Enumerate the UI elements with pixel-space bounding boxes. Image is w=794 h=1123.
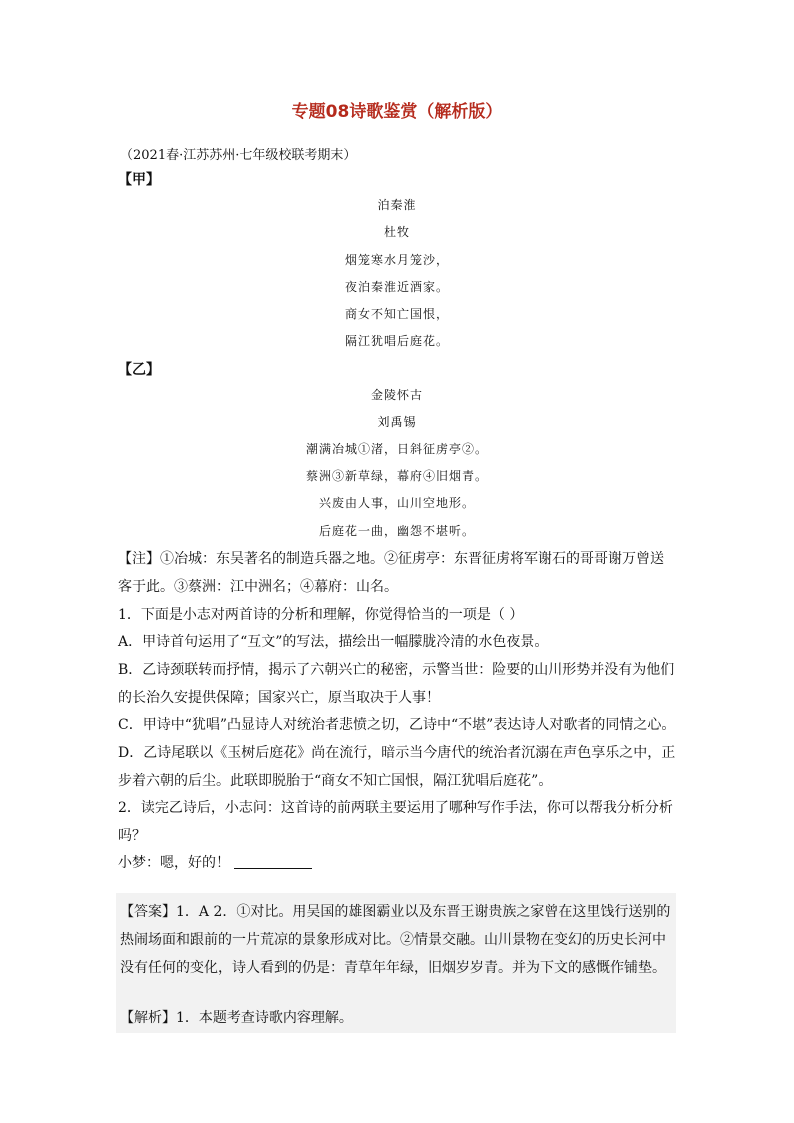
question-1-option-a: A．甲诗首句运用了“互文”的写法，描绘出一幅朦胧冷清的水色夜景。 <box>118 634 549 650</box>
notes-line: 客于此。③蔡洲：江中洲名；④幕府：山名。 <box>118 579 398 595</box>
question-1-option-c: C．甲诗中“犹唱”凸显诗人对统治者悲愤之切，乙诗中“不堪”表达诗人对歌者的同情之心。 <box>118 717 676 733</box>
notes-line: 【注】①冶城：东吴著名的制造兵器之地。②征虏亭：东晋征虏将军谢石的哥哥谢万曾送 <box>118 551 664 567</box>
poem-a-line: 夜泊秦淮近酒家。 <box>344 280 449 294</box>
question-1-option-b-cont: 的长治久安提供保障；国家兴亡，原当取决于人事！ <box>118 690 440 706</box>
poem-a-line: 隔江犹唱后庭花。 <box>344 334 449 348</box>
poem-b-line: 蔡洲③新草绿，幕府④旧烟青。 <box>305 469 488 483</box>
question-2-reply <box>118 852 312 872</box>
question-1-stem: 1．下面是小志对两首诗的分析和理解，你觉得恰当的一项是（ ） <box>118 607 524 623</box>
question-1-option-b: B．乙诗颈联转而抒情，揭示了六朝兴亡的秘密，示警当世：险要的山川形势并没有为他们 <box>118 662 675 678</box>
question-2-stem: 2．读完乙诗后，小志问：这首诗的前两联主要运用了哪种写作手法，你可以帮我分析分析 <box>118 800 673 816</box>
answer-line: 没有任何的变化，诗人看到的仍是：青草年年绿，旧烟岁岁青。并为下文的感慨作铺垫。 <box>120 960 666 976</box>
poem-a-line: 烟笼寒水月笼沙， <box>344 253 449 267</box>
answer-blank <box>234 854 312 869</box>
poem-b-line: 后庭花一曲，幽怨不堪听。 <box>318 524 475 538</box>
question-1-option-d-cont: 步着六朝的后尘。此联即脱胎于“商女不知亡国恨，隔江犹唱后庭花”。 <box>118 773 553 789</box>
poem-b-label: 【乙】 <box>118 362 160 378</box>
page-title: 专题08诗歌鉴赏（解析版） <box>291 102 503 122</box>
poem-b-line: 兴废由人事，山川空地形。 <box>318 496 475 510</box>
poem-b-title: 金陵怀古 <box>370 388 423 402</box>
poem-a-author: 杜牧 <box>383 225 410 239</box>
poem-a-line: 商女不知亡国恨， <box>344 307 449 321</box>
question-2-stem-cont: 吗？ <box>118 828 146 844</box>
reply-text: 小梦：嗯，好的！ <box>118 855 230 871</box>
question-source: （2021春·江苏苏州·七年级校联考期末） <box>120 148 357 163</box>
answer-line: 【答案】1．A 2．①对比。用吴国的雄图霸业以及东晋王谢贵族之家曾在这里饯行送别的 <box>120 904 671 920</box>
analysis-line: 【解析】1．本题考查诗歌内容理解。 <box>120 1010 353 1026</box>
poem-a-title: 泊秦淮 <box>377 198 417 212</box>
poem-b-author: 刘禹锡 <box>377 415 417 429</box>
poem-a-label: 【甲】 <box>118 172 160 188</box>
poem-b-line: 潮满冶城①渚，日斜征虏亭②。 <box>305 442 488 456</box>
answer-line: 热闹场面和跟前的一片荒凉的景象形成对比。②情景交融。山川景物在变幻的历史长河中 <box>120 932 666 948</box>
question-1-option-d: D．乙诗尾联以《玉树后庭花》尚在流行，暗示当今唐代的统治者沉溺在声色享乐之中，正 <box>118 745 676 761</box>
